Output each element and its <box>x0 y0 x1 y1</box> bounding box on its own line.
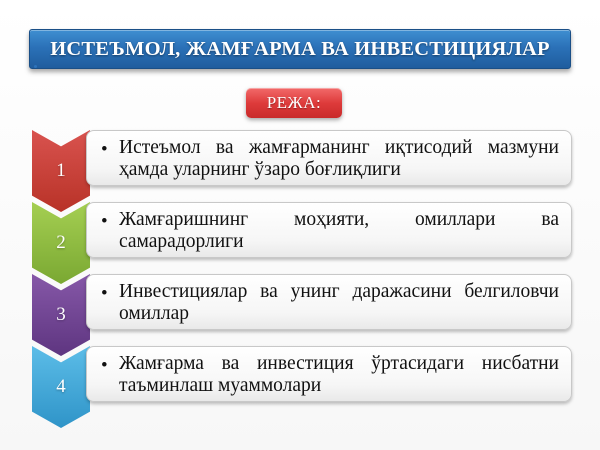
plan-badge <box>246 88 342 118</box>
title-dot-decoration <box>34 65 37 68</box>
item-text-2: Жамғаришнинг моҳияти, омиллари ва самарадорлиги <box>119 209 559 252</box>
item-number-4: 4 <box>56 376 66 397</box>
item-box-1 <box>86 130 572 186</box>
item-text-4: Жамғарма ва инвестиция ўртасидаги нисбатни таъминлаш муаммолари <box>119 353 559 396</box>
item-box-2 <box>86 202 572 258</box>
item-text-3: Инвестициялар ва унинг даражасини белгиловчи омиллар <box>119 281 559 324</box>
plan-label: РЕЖА: <box>266 93 322 112</box>
plan-item-1 <box>0 130 600 202</box>
bullet-icon: • <box>101 283 108 304</box>
item-number-3: 3 <box>56 304 66 325</box>
plan-item-2 <box>0 202 600 274</box>
bullet-icon: • <box>101 211 108 232</box>
slide-title: ИСТЕЪМОЛ, ЖАМҒАРМА ВА ИНВЕСТИЦИЯЛАР <box>50 37 550 60</box>
plan-item-4 <box>0 346 600 418</box>
item-number-2: 2 <box>56 232 66 253</box>
item-box-4 <box>86 346 572 402</box>
title-banner <box>29 29 571 69</box>
item-number-1: 1 <box>56 160 66 181</box>
item-box-3 <box>86 274 572 330</box>
item-text-1: Истеъмол ва жамғарманинг иқтисодий мазмуни ҳамда уларнинг ўзаро боғлиқлиги <box>119 137 559 180</box>
bullet-icon: • <box>101 139 108 160</box>
plan-item-3 <box>0 274 600 346</box>
bullet-icon: • <box>101 355 108 376</box>
